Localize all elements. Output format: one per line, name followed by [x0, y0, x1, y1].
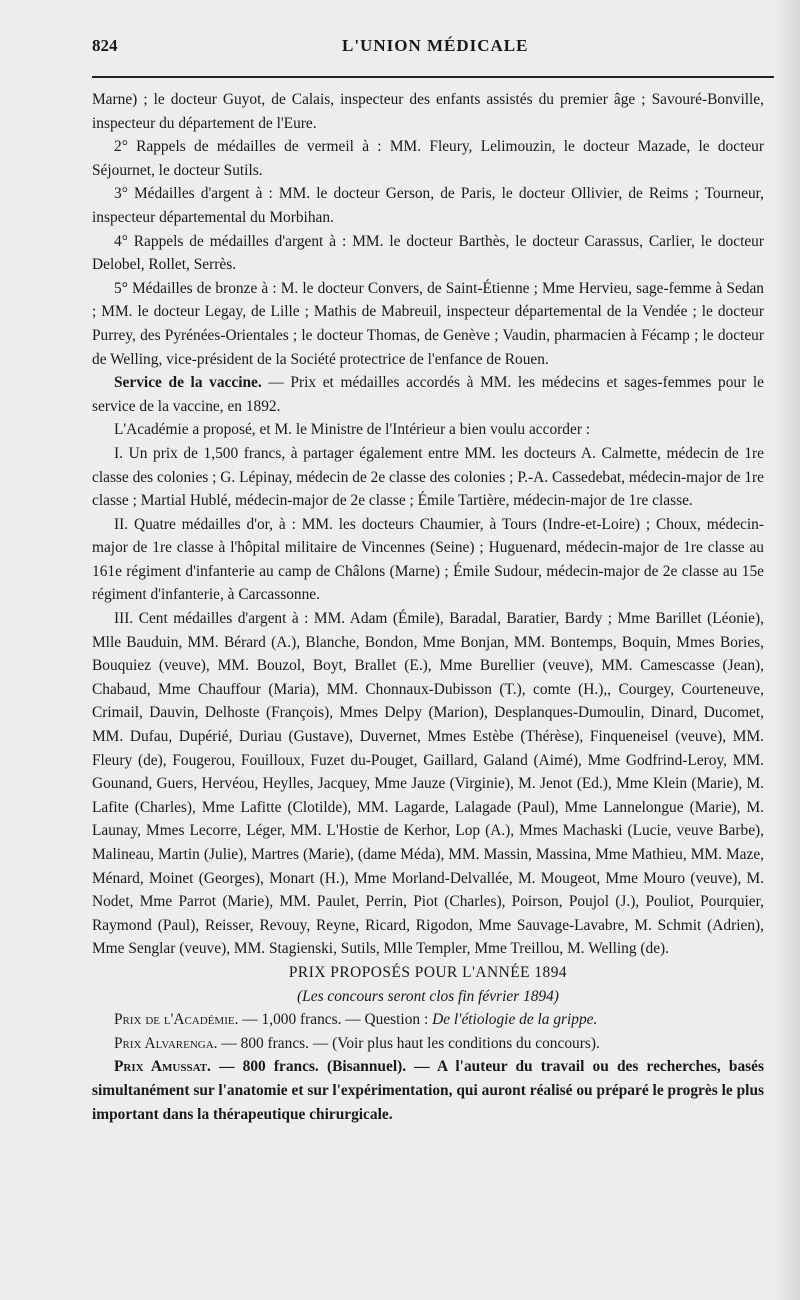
- paragraph: Marne) ; le docteur Guyot, de Calais, inspecteur des enfants assistés du premier âge ; Savouré-Bonville, inspecteur du département de l'Eure.: [92, 91, 764, 132]
- prize-text: — 1,000 francs. — Question :: [238, 1011, 433, 1029]
- prize-text: — 800 francs. — (Voir plus haut les conditions du concours).: [217, 1034, 600, 1052]
- prize-entry: [92, 1055, 764, 1126]
- run-in-heading: Service de la vaccine.: [114, 374, 262, 392]
- section-title: PRIX PROPOSÉS POUR L'ANNÉE 1894: [288, 963, 568, 981]
- prize-name: Prix de l'Académie.: [114, 1011, 239, 1029]
- vaccine-text: — Prix et médailles accordés à MM. les médecins et sages-femmes pour le service de la vaccine, en 1892.: [92, 374, 764, 415]
- section-subtitle: (Les concours seront clos fin février 1894): [297, 987, 559, 1005]
- prize-entry: [92, 1032, 764, 1056]
- journal-title: L'UNION MÉDICALE: [342, 36, 529, 55]
- page-number: 824: [92, 36, 118, 55]
- paragraph: 3° Médailles d'argent à : MM. le docteur Gerson, de Paris, le docteur Ollivier, de Reims ; Tourneur, inspecteur départemental du Morbihan.: [92, 185, 764, 226]
- vaccine-paragraph: [92, 371, 764, 418]
- prize-entry: [92, 1008, 764, 1032]
- header-rule: [92, 76, 774, 78]
- prize-name: Prix Alvarenga.: [114, 1034, 218, 1052]
- paragraph: L'Académie a proposé, et M. le Ministre de l'Intérieur a bien voulu accorder :: [114, 421, 591, 439]
- paragraph: 2° Rappels de médailles de vermeil à : MM. Fleury, Lelimouzin, le docteur Mazade, le docteur Séjournet, le docteur Sutils.: [92, 138, 764, 179]
- paragraph: II. Quatre médailles d'or, à : MM. les docteurs Chaumier, à Tours (Indre-et-Loire) ; Choux, médecin-major de 1re classe à l'hôpital militaire de Vincennes (Seine) ; Huguenard, médecin-major de 1re classe au 161e régiment d'infanterie au camp de Châlons (Marne) ; Émile Sudour, médecin-major de 2e classe au 15e régiment d'infanterie, à Carcassonne.: [92, 515, 764, 604]
- prize-name: Prix Amussat.: [114, 1058, 211, 1076]
- paragraph: 4° Rappels de médailles d'argent à : MM. le docteur Barthès, le docteur Carassus, Carlier, le docteur Delobel, Rollet, Serrès.: [92, 232, 764, 274]
- body-text: [92, 88, 764, 1126]
- paragraph: III. Cent médailles d'argent à : MM. Adam (Émile), Baradal, Baratier, Bardy ; Mme Barillet (Léonie), Mlle Bauduin, MM. Bérard (A.), Blanche, Bondon, Mme Bonjan, MM. Bontemps, Boquin, Mmes Bories, Bouquiez (veuve), MM. Bouzol, Boyt, Brallet (E.), Mme Burellier (veuve), MM. Camescasse (Jean), Chabaud, Mme Chauffour (Maria), MM. Chonnaux-Dubisson (T.), comte (H.),, Courgey, Courteneuve, Crimail, Dauvin, Delhoste (François), Mmes Delpy (Marion), Desplanques-Dumoulin, Dinard, Ducomet, MM. Dufau, Dupérié, Duriau (Gustave), Duvernet, Mmes Estèbe (Thérèse), Finqueneisel (veuve), MM. Fleury (de), Fougerou, Fouilloux, Fuzet du-Pouget, Gaillard, Galand (Aimé), Mme Godfrind-Leroy, MM. Gounand, Guers, Hervéou, Heylles, Jacquey, Mme Jauze (Virginie), M. Jenot (Ed.), Mme Klein (Marie), M. Lafite (Charles), Mme Lafitte (Clotilde), MM. Lagarde, Lalagade (Paul), Mme Lannelongue (Marie), M. Launay, Mmes Lecorre, Léger, MM. L'Hostie de Kerhor, Lop (A.), Mmes Machaski (Lucie, veuve Barbe), Malineau, Martin (Julie), Martres (Marie), (dame Méda), MM. Massin, Massina, Mme Mathieu, MM. Maze, Ménard, Moinet (Georges), Monart (H.), Mme Morland-Delvallée, M. Mougeot, Mme Mouro (veuve), M. Nodet, Mme Parrot (Marie), MM. Paulet, Perrin, Piot (Charles), Poirson, Poujol (J.), Pouliot, Pourquier, Raymond (Paul), Reisser, Revouy, Reyne, Ricard, Rigodon, Mme Sauvage-Lavabre, M. Schmit (Adrien), Mme Senglar (veuve), MM. Stagienski, Sutils, Mlle Templer, Mme Treillou, M. Welling (de).: [92, 610, 764, 958]
- paragraph: 5° Médailles de bronze à : M. le docteur Convers, de Saint-Étienne ; Mme Hervieu, sage-femme à Sedan ; MM. le docteur Legay, de Lille ; Mathis de Mabreuil, inspecteur départemental de la Vendée ; le docteur Purrey, des Pyrénées-Orientales ; le docteur Thomas, de Genève ; Vaudin, pharmacien à Fécamp ; le docteur de Welling, vice-président de la Société protectrice de l'enfance de Rouen.: [92, 279, 764, 368]
- prize-text: — 800 francs. (Bisannuel). — A l'auteur du travail ou des recherches, basés simultanément sur l'anatomie et sur l'expérimentation, qui auront réalisé ou préparé le progrès le plus important dans la thérapeutique chirurgicale.: [92, 1058, 764, 1123]
- paragraph: I. Un prix de 1,500 francs, à partager également entre MM. les docteurs A. Calmette, médecin de 1re classe des colonies ; G. Lépinay, médecin de 2e classe des colonies ; P.-A. Cassedebat, médecin-major de 1re classe ; Martial Hublé, médecin-major de 2e classe ; Émile Tartière, médecin-major de 1re classe.: [92, 444, 764, 510]
- prize-question: De l'étiologie de la grippe.: [432, 1011, 598, 1029]
- running-header: [92, 36, 764, 70]
